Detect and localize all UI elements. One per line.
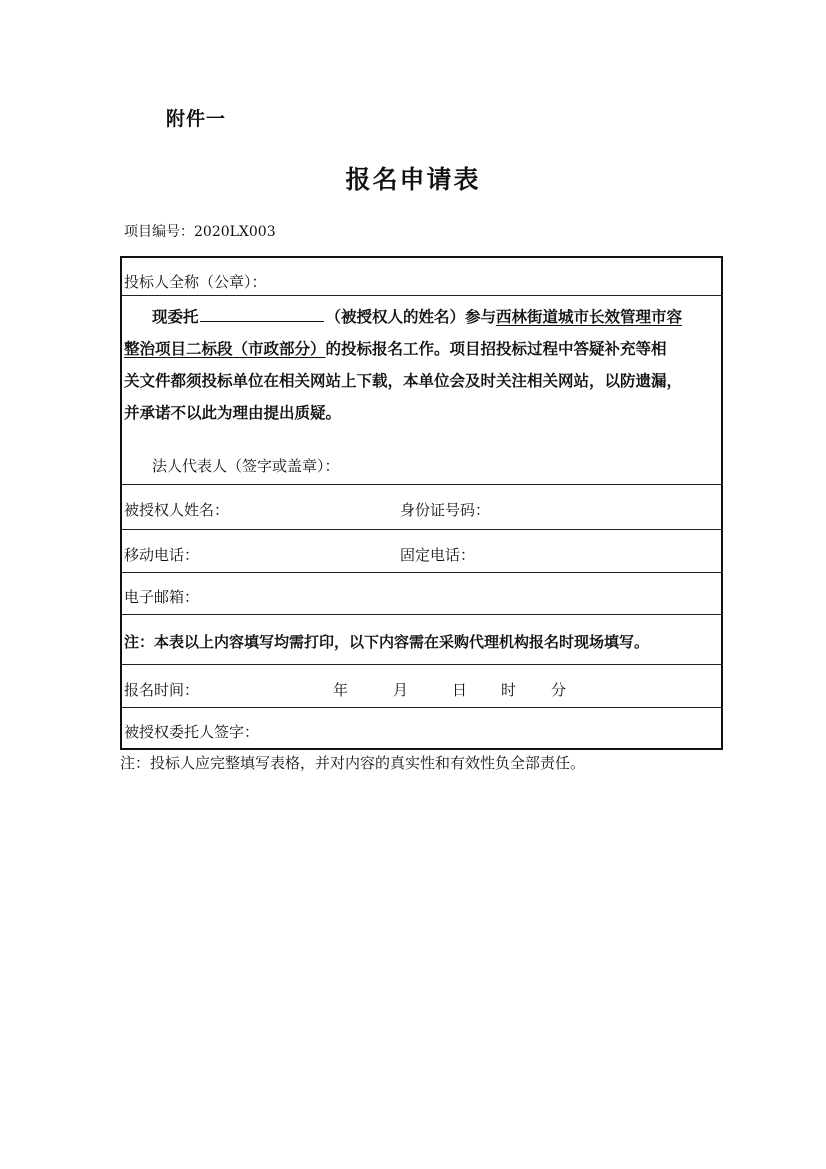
- page-title: 报名申请表: [345, 165, 481, 194]
- minute-unit: 分: [551, 681, 567, 699]
- hour-unit: 时: [501, 681, 517, 699]
- year-unit: 年: [333, 681, 349, 699]
- paragraph-line-2: [124, 337, 667, 359]
- print-note-row: [122, 615, 721, 665]
- authorized-person-blank[interactable]: [200, 307, 324, 322]
- registration-time-row: [122, 665, 721, 708]
- attachment-label: 附件一: [166, 108, 227, 130]
- footer-note: 注：投标人应完整填写表格，并对内容的真实性和有效性负全部责任。: [120, 754, 586, 772]
- bidder-name-label: 投标人全称（公章）：: [124, 273, 267, 291]
- authorized-person-hint: （被授权人的姓名）参与: [325, 308, 497, 326]
- registration-form-table: [120, 256, 723, 750]
- paragraph-line-1: [152, 305, 682, 327]
- paragraph-line-4: 并承诺不以此为理由提出质疑。: [124, 404, 342, 422]
- id-number-label: 身份证号码：: [400, 501, 491, 519]
- authorization-row: [122, 296, 721, 485]
- paragraph-line-3: 关文件都须投标单位在相关网站上下载，本单位会及时关注相关网站，以防遗漏，: [124, 372, 683, 390]
- project-name-part-2: 整治项目二标段（市政部分）: [124, 340, 326, 358]
- signature-label: 被授权委托人签字：: [124, 723, 260, 741]
- authorized-name-label: 被授权人姓名：: [124, 501, 230, 519]
- paragraph-line-2-suffix: 的投标报名工作。项目招投标过程中答疑补充等相: [325, 340, 667, 358]
- month-unit: 月: [393, 681, 409, 699]
- landline-phone-label: 固定电话：: [400, 546, 476, 564]
- bidder-name-row: [122, 258, 721, 296]
- legal-representative-label: 法人代表人（签字或盖章）：: [152, 457, 340, 475]
- email-row: [122, 573, 721, 615]
- phone-row: [122, 530, 721, 573]
- project-number: 项目编号：2020LX003: [124, 224, 276, 240]
- signature-row: [122, 708, 721, 748]
- project-name-part-1: 西林街道城市长效管理市容: [496, 308, 683, 326]
- registration-time-label: 报名时间：: [124, 681, 200, 699]
- mobile-phone-label: 移动电话：: [124, 546, 200, 564]
- day-unit: 日: [452, 681, 468, 699]
- email-label: 电子邮箱：: [124, 588, 200, 606]
- print-note: 注：本表以上内容填写均需打印，以下内容需在采购代理机构报名时现场填写。: [124, 633, 650, 651]
- entrust-text: 现委托: [152, 308, 199, 326]
- authorized-person-row: [122, 485, 721, 530]
